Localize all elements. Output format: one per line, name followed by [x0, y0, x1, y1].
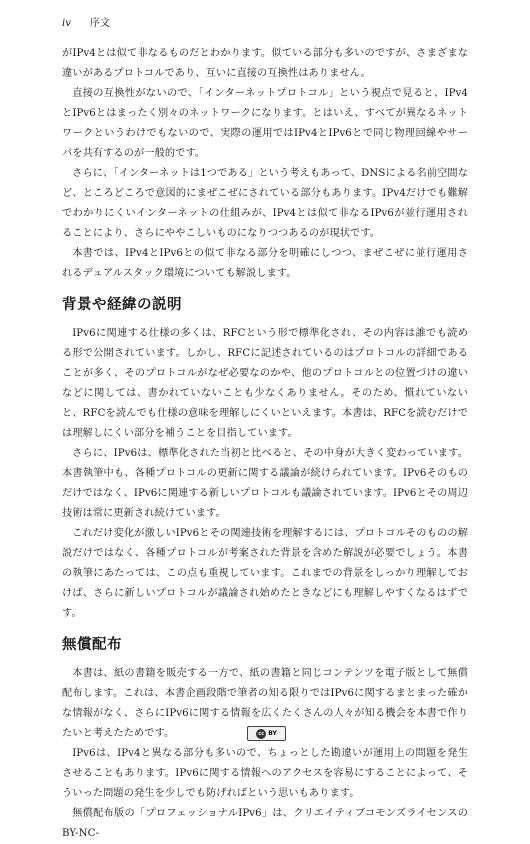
- creative-commons-license-icon: [247, 726, 286, 741]
- body-text: [62, 44, 468, 844]
- paragraph: 本書では、IPv4とIPv6との似て非なる部分を明確にしつつ、まぜこぜに並行運用されるデュアルスタック環境についても解説します。: [62, 248, 468, 279]
- paragraph: がIPv4とは似て非なるものだとわかります。似ている部分も多いのですが、さまざまな違いがあるプロトコルであり、互いに直接の互換性はありません。: [62, 48, 468, 79]
- chapter-title: 序文: [90, 18, 111, 29]
- section-heading-free-distribution: 無償配布: [62, 637, 122, 653]
- page-number: iv: [62, 18, 71, 29]
- section-heading-background: 背景や経緯の説明: [62, 297, 182, 313]
- cc-logo-icon: cc: [256, 729, 266, 739]
- running-header: [62, 14, 110, 29]
- paragraph: 無償配布版の「プロフェッショナルIPv6」は、クリエイティブコモンズライセンスのBY-NC-: [62, 808, 468, 839]
- paragraph: さらに、「インターネットは1つである」という考えもあって、DNSによる名前空間など、ところどころで意図的にまぜこぜにされている部分もあります。IPv4だけでも難解でわかりにくいインターネットの仕組みが、IPv4とは似て非なるIPv6が並行運用されることにより、さらにややこしいものになりつつあるのが現状です。: [62, 168, 468, 239]
- by-label: BY: [268, 730, 277, 737]
- paragraph: IPv6に関連する仕様の多くは、RFCという形で標準化され、その内容は誰でも読める形で公開されています。しかし、RFCに記述されているのはプロトコルの詳細であることが多く、そのプロトコルがなぜ必要なのかや、他のプロトコルとの位置づけの違いなどに関しては、書かれていないことも少なくありません。そのため、慣れていないと、RFCを読んでも仕様の意味を理解しにくいといえます。本書は、RFCを読むだけでは理解しにくい部分を補うことを目指しています。: [62, 328, 468, 439]
- paragraph: さらに、IPv6は、標準化された当初と比べると、その中身が大きく変わっています。本書執筆中も、各種プロトコルの更新に関する議論が続けられています。IPv6そのものだけではなく、IPv6に関連する新しいプロトコルも議論されています。IPv6とその周辺技術は常に更新され続けています。: [62, 448, 468, 519]
- paragraph: これだけ変化が激しいIPv6とその関連技術を理解するには、プロトコルそのものの解説だけではなく、各種プロトコルが考案された背景を含めた解説が必要でしょう。本書の執筆にあたっては、この点も重視しています。これまでの背景をしっかり理解しておけば、さらに新しいプロトコルが議論され始めたときなどにも理解しやすくなるはずです。: [62, 528, 468, 619]
- paragraph: 直接の互換性がないので、「インターネットプロトコル」という視点で見ると、IPv4とIPv6とはまったく別々のネットワークになります。とはいえ、すべてが異なるネットワークというわけでもないので、実際の運用ではIPv4とIPv6とで同じ物理回線やサーバを共有するのが一般的です。: [62, 88, 468, 159]
- paragraph: 本書は、紙の書籍を販売する一方で、紙の書籍と同じコンテンツを電子版として無償配布します。これは、本書企画段階で筆者の知る限りではIPv6に関するまとまった確かな情報がなく、さらにIPv6に関する情報を広くたくさんの人々が知る機会を本書で作りたいと考えたためです。: [62, 668, 468, 739]
- paragraph: IPv6は、IPv4と異なる部分も多いので、ちょっとした勘違いが運用上の問題を発生させることもあります。IPv6に関する情報へのアクセスを容易にすることによって、そういった問題の発生を少しでも防げればという思いもあります。: [62, 748, 468, 799]
